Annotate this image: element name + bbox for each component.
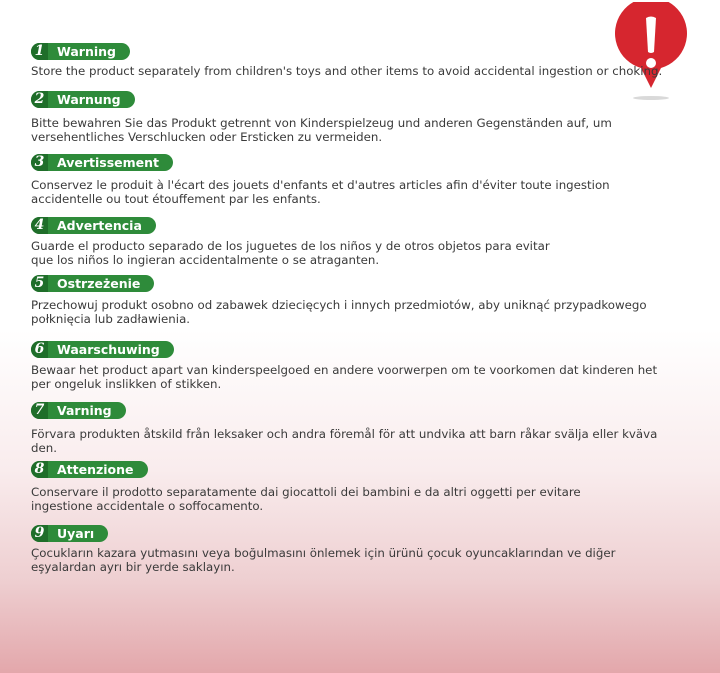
section-number: 1: [31, 43, 48, 60]
warning-section-3: [31, 151, 671, 206]
section-title: Uyarı: [57, 526, 95, 541]
section-text: Çocukların kazara yutmasını veya boğulmasını önlemek için ürünü çocuk oyuncaklarından ve diğer eşyalardan ayrı bir yerde saklayın.: [31, 546, 616, 574]
section-heading: [31, 91, 135, 108]
section-title: Waarschuwing: [57, 342, 160, 357]
warning-section-4: [31, 214, 671, 267]
section-text: Przechowuj produkt osobno od zabawek dziecięcych i innych przedmiotów, aby uniknąć przypadkowego połknięcia lub zadławienia.: [31, 298, 647, 326]
section-heading: [31, 461, 148, 478]
section-text: Guarde el producto separado de los juguetes de los niños y de otros objetos para evitar que los niños lo ingieran accidentalmente o se atraganten.: [31, 239, 550, 267]
section-heading: [31, 275, 154, 292]
section-heading: [31, 341, 174, 358]
section-text: Conservez le produit à l'écart des jouets d'enfants et d'autres articles afin d'éviter toute ingestion accidentelle ou tout étouffement par les enfants.: [31, 178, 610, 206]
warning-section-5: [31, 272, 671, 326]
section-title: Attenzione: [57, 462, 134, 477]
section-number: 3: [31, 154, 48, 171]
section-text: Store the product separately from children's toys and other items to avoid accidental ingestion or choking.: [31, 64, 663, 78]
section-text: Bitte bewahren Sie das Produkt getrennt von Kinderspielzeug und anderen Gegenständen auf, um versehentliches Verschlucken oder Ersticken zu vermeiden.: [31, 116, 612, 144]
section-number: 8: [31, 461, 48, 478]
section-text: Förvara produkten åtskild från leksaker och andra föremål för att undvika att barn råkar svälja eller kväva den.: [31, 427, 658, 455]
section-title: Warning: [57, 44, 116, 59]
warning-section-9: [31, 522, 671, 574]
section-title: Ostrzeżenie: [57, 276, 141, 291]
warning-section-2: [31, 88, 671, 144]
section-text: Conservare il prodotto separatamente dai giocattoli dei bambini e da altri oggetti per evitare ingestione accidentale o soffocamento.: [31, 485, 581, 513]
section-title: Avertissement: [57, 155, 160, 170]
section-text: Bewaar het product apart van kinderspeelgoed en andere voorwerpen om te voorkomen dat kinderen het per ongeluk inslikken of stikken.: [31, 363, 658, 391]
section-number: 4: [31, 217, 48, 234]
section-title: Warnung: [57, 92, 121, 107]
warning-section-6: [31, 338, 671, 391]
warning-section-7: [31, 399, 671, 455]
section-heading: [31, 525, 108, 542]
warning-section-1: [31, 40, 671, 79]
section-number: 6: [31, 341, 48, 358]
section-heading: [31, 402, 126, 419]
section-number: 5: [31, 275, 48, 292]
section-title: Advertencia: [57, 218, 142, 233]
section-heading: [31, 43, 130, 60]
section-number: 7: [31, 402, 48, 419]
warning-section-8: [31, 458, 671, 513]
section-heading: [31, 154, 173, 171]
section-heading: [31, 217, 156, 234]
section-number: 2: [31, 91, 48, 108]
section-number: 9: [31, 525, 48, 542]
section-title: Varning: [57, 403, 112, 418]
